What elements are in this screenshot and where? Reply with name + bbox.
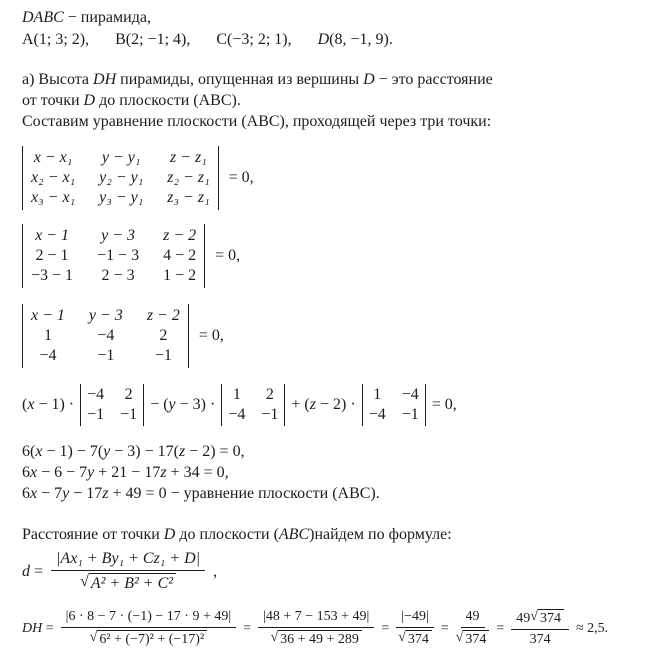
text-run: =: [30, 562, 44, 580]
dh-fraction-3: [396, 609, 434, 648]
fraction-numerator: 49: [461, 609, 485, 628]
cofactor-term-x: [22, 396, 74, 414]
det-cell: 2: [124, 386, 133, 403]
radicand: 374: [406, 630, 432, 648]
det-cell: 4 − 2: [163, 247, 197, 264]
sqrt-icon: √: [80, 573, 89, 590]
det-cell: 2 − 3: [101, 267, 135, 284]
fraction-denominator: [90, 628, 208, 648]
square-root: [80, 573, 176, 593]
dh-fraction-2: [258, 609, 374, 648]
square-root: [270, 630, 361, 648]
text-run: )найдем по формуле:: [309, 526, 452, 543]
text-run: z: [178, 443, 186, 460]
text-run: 6: [22, 464, 30, 481]
det-cell: 1: [232, 386, 241, 403]
distance-formula: [22, 550, 659, 593]
text-run: D: [83, 92, 96, 109]
cofactor-term-y: [150, 396, 215, 414]
determinant-2x2-second: [221, 384, 285, 426]
equation-general-determinant: [22, 146, 659, 210]
text-run: C(−3; 2; 1),: [216, 31, 292, 48]
point-b: [115, 29, 190, 51]
fraction-denominator: [398, 628, 432, 648]
square-root: [456, 630, 490, 648]
fraction-numerator: |6 · 8 − 7 · (−1) − 17 · 9 + 49|: [61, 609, 237, 628]
det-cell: −1: [120, 406, 138, 423]
det-cell: 2: [265, 386, 274, 403]
text-run: x: [30, 485, 38, 502]
det-cell: y₃ − y₁: [99, 189, 144, 206]
det-cell: −3 − 1: [31, 267, 74, 284]
plane-equation-line: [22, 483, 659, 504]
intro-line-3: [22, 111, 659, 132]
text-run: y: [87, 464, 95, 481]
fraction-denominator: 374: [529, 632, 551, 647]
text-run: 6(: [22, 443, 36, 460]
text-run: − 7: [37, 485, 63, 502]
det-cell: 1: [43, 327, 52, 344]
dh-computation-line: [22, 609, 659, 648]
cofactor-term-z: [291, 396, 355, 414]
det-cell: −4: [228, 406, 246, 423]
det-cell: −4: [401, 386, 419, 403]
dh-fraction-4: [456, 609, 490, 648]
fraction-denominator: [80, 571, 176, 593]
fraction-numerator: |Ax₁ + By₁ + Cz₁ + D|: [51, 550, 205, 571]
text-run: − 1) ·: [34, 396, 75, 413]
radicand: 36 + 49 + 289: [278, 630, 362, 648]
expansion-line-1: [22, 441, 659, 462]
sqrt-icon: √: [89, 630, 98, 645]
det-cell: y − 3: [88, 307, 123, 324]
text-run: пирамиды, опущенная из вершины: [116, 71, 364, 88]
text-run: Составим уравнение плоскости (ABC), проходящей через три точки:: [22, 113, 492, 130]
determinant-3x3-simplified: [22, 304, 189, 368]
det-cell: −1: [97, 347, 115, 364]
fraction-numerator: |−49|: [396, 609, 434, 628]
point-a: [22, 29, 89, 51]
text-run: DABC: [22, 9, 64, 26]
det-cell: z₂ − z₁: [167, 169, 210, 186]
equals-sign: =: [496, 620, 505, 636]
distance-intro-line: [22, 524, 659, 545]
det-cell: x − 1: [35, 227, 69, 244]
det-cell: y₂ − y₁: [99, 169, 144, 186]
text-run: D: [163, 526, 176, 543]
text-run: D: [363, 71, 375, 88]
intro-paragraph: [22, 69, 659, 132]
point-c: [216, 29, 291, 51]
distance-lhs: [22, 563, 43, 581]
comma: ,: [213, 562, 218, 580]
text-run: − это расстояние: [374, 71, 493, 88]
text-run: x: [35, 443, 43, 460]
expansion-line-2: [22, 462, 659, 483]
det-cell: −1: [261, 406, 279, 423]
radicand: 6² + (−7)² + (−17)²: [97, 630, 207, 648]
square-root: [90, 630, 208, 648]
fraction-numerator: [511, 609, 569, 630]
numerator-coefficient: 49: [516, 611, 531, 626]
text-run: от точки: [22, 92, 84, 109]
dh-fraction-5: [511, 609, 569, 648]
text-run: − 2) ·: [316, 396, 356, 413]
text-run: + 21 − 17: [94, 464, 161, 481]
equals-sign: =: [440, 620, 449, 636]
text-run: − 6 − 7: [37, 464, 88, 481]
distance-block: [22, 524, 659, 593]
det-cell: −1 − 3: [97, 247, 140, 264]
text-run: z: [160, 464, 167, 481]
det-cell: −4: [87, 386, 105, 403]
points-line: [22, 29, 659, 51]
point-d: [318, 29, 393, 51]
text-run: y: [62, 485, 70, 502]
equals-sign: =: [243, 620, 252, 636]
text-run: Расстояние от точки: [22, 526, 164, 543]
text-run: d: [22, 562, 30, 580]
det-cell: x − x₁: [33, 149, 73, 166]
intro-line-1: [22, 69, 659, 90]
det-cell: y − 3: [101, 227, 136, 244]
text-run: − 3) ·: [175, 396, 216, 413]
approx-result: ≈ 2,5.: [575, 620, 609, 636]
radicand: 374: [463, 630, 489, 648]
text-run: + 49 = 0 − уравнение плоскости (ABC).: [108, 485, 380, 502]
text-run: − 2) = 0,: [185, 443, 245, 460]
square-root: [530, 609, 564, 627]
text-run: (8, −1, 9).: [329, 31, 393, 48]
determinant-2x2-third: [362, 384, 426, 426]
distance-fraction: [51, 550, 205, 593]
det-cell: −4: [39, 347, 57, 364]
text-run: ABC: [278, 526, 310, 543]
text-run: до плоскости (: [175, 526, 279, 543]
sqrt-icon: √: [398, 630, 406, 645]
determinant-2x2-first: [80, 384, 144, 426]
text-run: DH: [22, 620, 43, 636]
text-run: D: [317, 31, 330, 48]
text-run: − пирамида,: [63, 9, 151, 26]
det-cell: z − 2: [146, 307, 180, 324]
equation-substituted-determinant: [22, 224, 659, 288]
square-root: [398, 630, 432, 648]
text-run: B(2; −1; 4),: [115, 31, 191, 48]
det-cell: y − y₁: [101, 149, 141, 166]
det-cell: 2 − 1: [35, 247, 69, 264]
equals-zero: = 0,: [228, 169, 254, 186]
text-run: до плоскости (ABC).: [95, 92, 241, 109]
text-run: z: [102, 485, 109, 502]
sqrt-icon: √: [270, 630, 279, 645]
text-run: + (: [291, 396, 310, 413]
expansion-block: [22, 441, 659, 504]
det-cell: −4: [368, 406, 386, 423]
fraction-denominator: [456, 628, 490, 648]
intro-line-2: [22, 90, 659, 111]
det-cell: z − 2: [163, 227, 197, 244]
equals-sign: =: [381, 620, 390, 636]
fraction-numerator: |48 + 7 − 153 + 49|: [258, 609, 374, 628]
text-run: y: [168, 396, 176, 413]
text-run: y: [103, 443, 111, 460]
equals-zero: = 0,: [431, 396, 457, 413]
sqrt-icon: √: [530, 609, 538, 624]
det-cell: x₃ − x₁: [31, 189, 76, 206]
det-cell: x − 1: [31, 307, 65, 324]
sqrt-icon: √: [455, 630, 464, 645]
determinant-3x3-substituted: [22, 224, 205, 288]
det-cell: −1: [401, 406, 419, 423]
equals-zero: = 0,: [198, 327, 224, 344]
text-run: (: [22, 396, 28, 413]
det-cell: 1: [373, 386, 382, 403]
text-run: − (: [150, 396, 169, 413]
text-run: A(1; 3; 2),: [22, 31, 90, 48]
text-run: z: [309, 396, 316, 413]
text-run: − 17: [69, 485, 103, 502]
det-cell: 1 − 2: [163, 267, 197, 284]
text-run: x: [27, 396, 35, 413]
radicand: A² + B² + C²: [89, 573, 176, 593]
equation-simplified-determinant: [22, 304, 659, 368]
determinant-3x3-general: [22, 146, 219, 210]
text-run: + 34 = 0,: [166, 464, 229, 481]
text-run: − 1) − 7(: [42, 443, 104, 460]
title-line: [22, 7, 659, 28]
text-run: =: [42, 620, 54, 636]
fraction-denominator: [270, 628, 361, 648]
dh-lhs: [22, 621, 54, 637]
det-cell: x₂ − x₁: [31, 169, 76, 186]
dh-fraction-1: [61, 609, 237, 648]
text-run: − 3) − 17(: [110, 443, 179, 460]
det-cell: z₃ − z₁: [167, 189, 210, 206]
det-cell: −1: [154, 347, 172, 364]
text-run: 6: [22, 485, 30, 502]
det-cell: −4: [97, 327, 115, 344]
equals-zero: = 0,: [215, 247, 241, 264]
cofactor-expansion-line: [22, 384, 659, 426]
det-cell: −1: [87, 406, 105, 423]
text-run: а) Высота: [22, 71, 94, 88]
text-run: DH: [93, 71, 117, 88]
det-cell: z − z₁: [170, 149, 207, 166]
det-cell: 2: [159, 327, 168, 344]
radicand: 374: [538, 609, 564, 627]
text-run: x: [30, 464, 38, 481]
